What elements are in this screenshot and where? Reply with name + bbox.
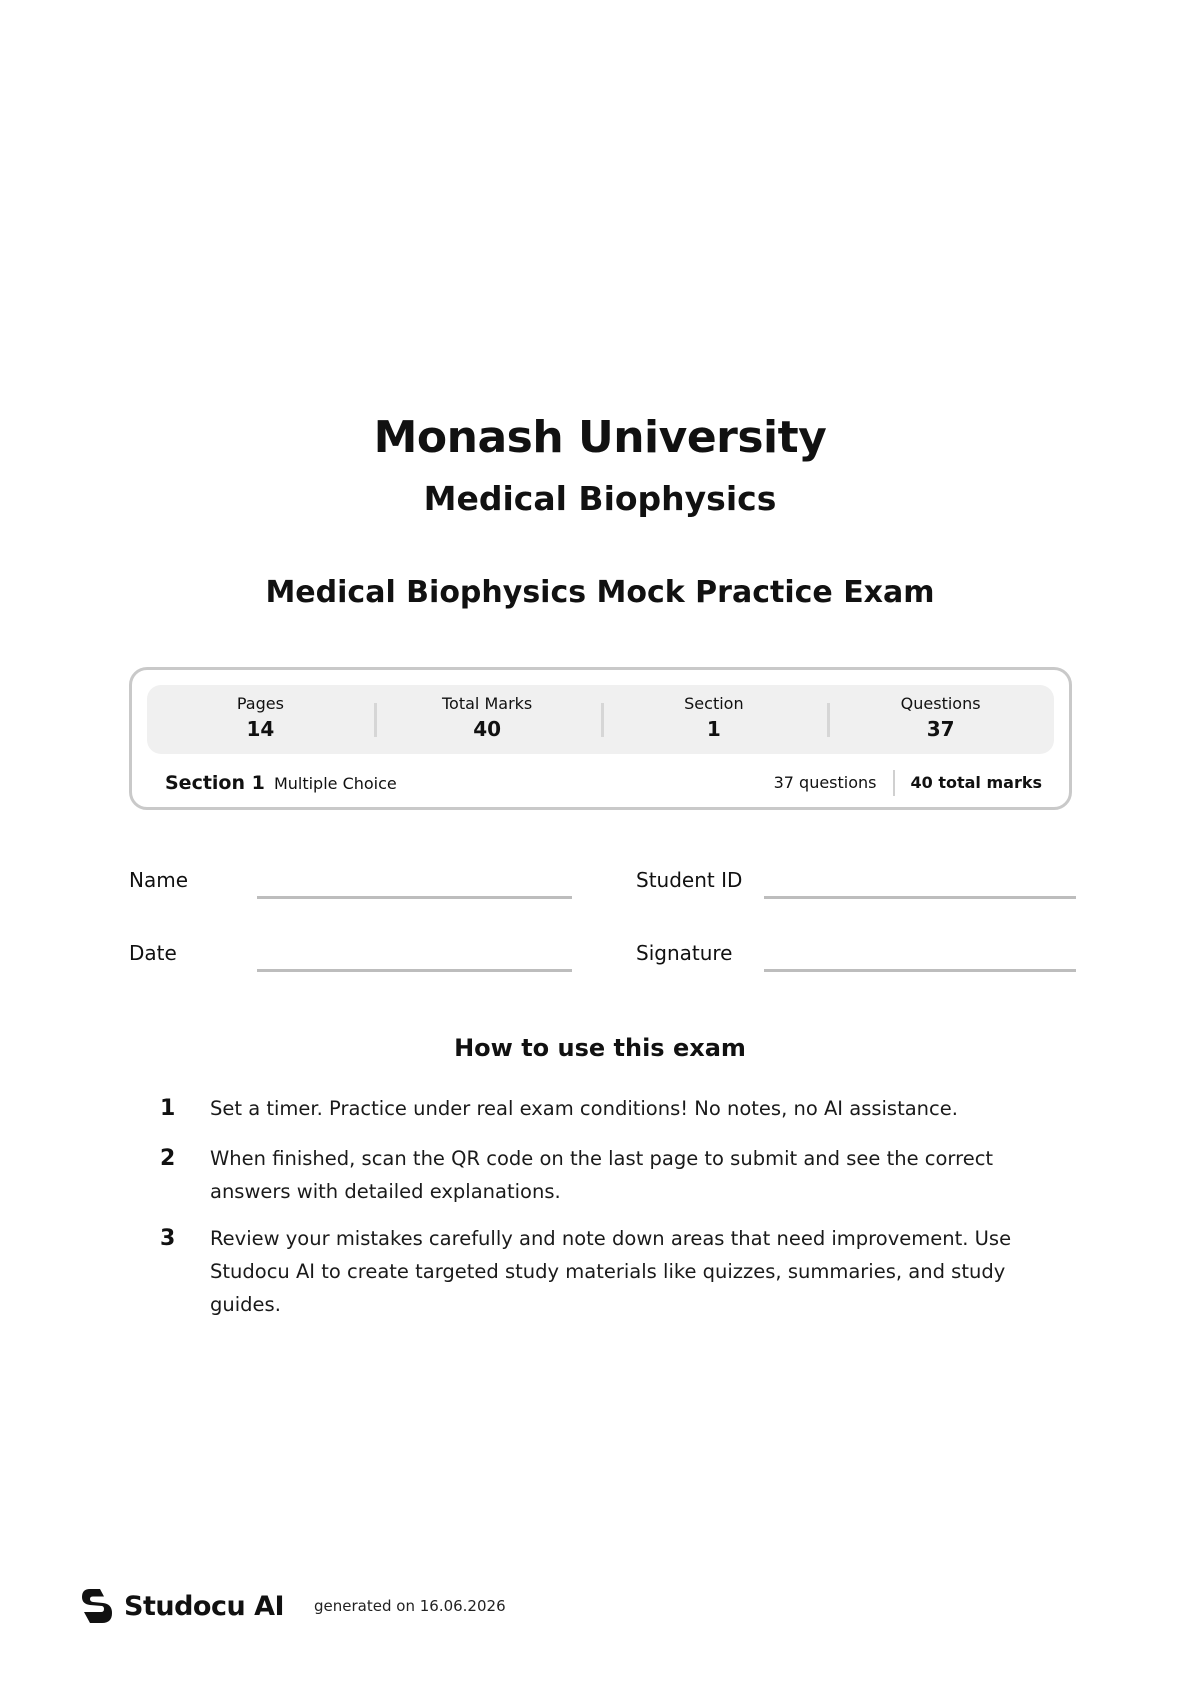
- stat-section: [601, 685, 828, 754]
- step-text: Set a timer. Practice under real exam conditions! No notes, no AI assistance.: [210, 1097, 958, 1120]
- step-text: Review your mistakes carefully and note down areas that need improvement. Use Studocu AI to create targeted study materials like quizzes, summaries, and study guides.: [210, 1227, 1012, 1316]
- section-type: Multiple Choice: [273, 774, 397, 793]
- section-name: Section 1: [165, 772, 265, 794]
- brand-name: Studocu AI: [124, 1590, 285, 1622]
- exam-title: Medical Biophysics Mock Practice Exam: [265, 575, 935, 610]
- stat-pages: [147, 685, 374, 754]
- date-input-line[interactable]: [257, 969, 572, 972]
- stat-label: Section: [684, 694, 744, 713]
- stat-value: 1: [706, 717, 721, 741]
- student-id-field: [636, 866, 1076, 906]
- studocu-logo-icon: [80, 1588, 114, 1624]
- date-label: Date: [129, 941, 177, 965]
- section-total-marks: 40 total marks: [910, 773, 1042, 792]
- name-field: [129, 866, 574, 906]
- name-label: Name: [129, 868, 189, 892]
- course-title: Medical Biophysics: [423, 479, 777, 518]
- footer: [80, 1586, 506, 1626]
- signature-input-line[interactable]: [764, 969, 1076, 972]
- name-input-line[interactable]: [257, 896, 572, 899]
- step-number: 3: [160, 1226, 176, 1251]
- section-question-count: 37 questions: [773, 773, 877, 792]
- student-id-label: Student ID: [636, 868, 743, 892]
- student-id-input-line[interactable]: [764, 896, 1076, 899]
- stat-total-marks: [374, 685, 601, 754]
- howto-title: How to use this exam: [454, 1034, 746, 1062]
- signature-label: Signature: [636, 941, 733, 965]
- generated-date: generated on 16.06.2026: [314, 1597, 506, 1615]
- signature-field: [636, 939, 1076, 979]
- university-title: Monash University: [373, 412, 827, 463]
- stat-label: Pages: [236, 694, 284, 713]
- stat-value: 40: [473, 717, 502, 741]
- exam-stats-row: [147, 685, 1054, 754]
- section-summary-row: [165, 770, 1042, 796]
- date-field: [129, 939, 574, 979]
- stat-value: 37: [926, 717, 955, 741]
- stat-questions: [827, 685, 1054, 754]
- stat-label: Questions: [900, 694, 981, 713]
- step-number: 2: [160, 1146, 176, 1171]
- exam-info-card: [129, 667, 1072, 810]
- stat-label: Total Marks: [442, 694, 533, 713]
- section-meta: [774, 770, 1042, 796]
- stat-value: 14: [246, 717, 275, 741]
- step-number: 1: [160, 1096, 176, 1121]
- step-text: When finished, scan the QR code on the last page to submit and see the correct answers with detailed explanations.: [210, 1147, 994, 1203]
